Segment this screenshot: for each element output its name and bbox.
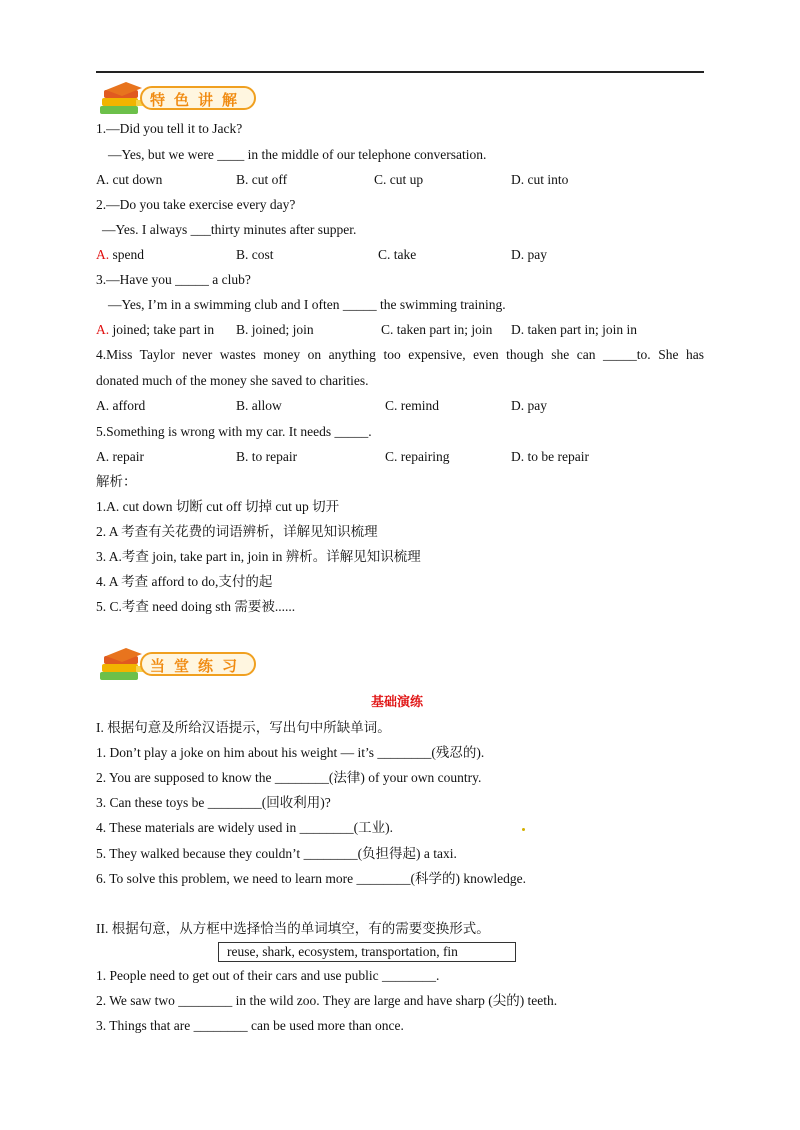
question-stem-continued: donated much of the money she saved to charities. xyxy=(96,373,369,388)
analysis-line: 2. A 考查有关花费的词语辨析，详解见知识梳理 xyxy=(96,524,378,539)
option-c: C. repairing xyxy=(385,449,450,464)
option-d: D. pay xyxy=(511,398,547,413)
word-box xyxy=(218,942,516,962)
stray-dot xyxy=(522,828,525,831)
analysis-line: 3. A.考查 join, take part in, join in 辨析。详解见知识梳理 xyxy=(96,549,421,564)
part-instruction: II. 根据句意，从方框中选择恰当的单词填空，有的需要变换形式。 xyxy=(96,921,490,936)
question-stem: 2.—Do you take exercise every day? xyxy=(96,197,296,212)
option-c: C. cut up xyxy=(374,172,424,187)
option-b: B. cost xyxy=(236,247,274,262)
option-a xyxy=(96,246,144,264)
question-stem: 3.—Have you _____ a club? xyxy=(96,272,251,287)
option-letter-answer: A. xyxy=(96,247,110,262)
option-c: C. taken part in; join xyxy=(381,322,493,337)
option-text: joined; take part in xyxy=(109,322,215,337)
fill-item: 1. People need to get out of their cars and use public ________. xyxy=(96,968,440,983)
question-reply: —Yes, I’m in a swimming club and I often _____ the swimming training. xyxy=(108,297,506,312)
option-d: D. cut into xyxy=(511,172,569,187)
part-instruction: I. 根据句意及所给汉语提示，写出句中所缺单词。 xyxy=(96,720,391,735)
fill-item: 2. You are supposed to know the ________(法律) of your own country. xyxy=(96,770,482,785)
section-title: 当堂练习 xyxy=(150,657,247,675)
option-d: D. to be repair xyxy=(511,449,589,464)
option-text: spend xyxy=(109,247,144,262)
fill-item: 1. Don’t play a joke on him about his weight — it’s ________(残忍的). xyxy=(96,745,485,760)
question-stem: 4.Miss Taylor never wastes money on anything too expensive, even though she can _____to. She has xyxy=(96,347,704,362)
option-b: B. allow xyxy=(236,398,282,413)
section-title: 特色讲解 xyxy=(150,91,247,109)
top-rule xyxy=(96,71,704,73)
option-d: D. taken part in; join in xyxy=(511,322,637,337)
analysis-line: 1.A. cut down 切断 cut off 切掉 cut up 切开 xyxy=(96,499,340,514)
analysis-line: 5. C.考查 need doing sth 需要被...... xyxy=(96,599,296,614)
question-reply: —Yes. I always ___thirty minutes after supper. xyxy=(102,222,357,237)
option-b: B. cut off xyxy=(236,172,288,187)
fill-item: 3. Things that are ________ can be used more than once. xyxy=(96,1018,404,1033)
fill-item: 2. We saw two ________ in the wild zoo. They are large and have sharp (尖的) teeth. xyxy=(96,993,558,1008)
fill-item: 4. These materials are widely used in ________(工业). xyxy=(96,820,394,835)
option-c: C. take xyxy=(378,247,417,262)
section-banner-features xyxy=(96,80,260,120)
option-a: A. afford xyxy=(96,398,146,413)
option-a xyxy=(96,321,214,339)
option-a: A. cut down xyxy=(96,172,163,187)
analysis-title: 解析： xyxy=(96,474,137,489)
question-stem: 1.—Did you tell it to Jack? xyxy=(96,121,243,136)
option-b: B. joined; join xyxy=(236,322,314,337)
fill-item: 6. To solve this problem, we need to learn more ________(科学的) knowledge. xyxy=(96,871,526,886)
option-c: C. remind xyxy=(385,398,439,413)
fill-item: 5. They walked because they couldn’t ________(负担得起) a taxi. xyxy=(96,846,457,861)
word-box-text: reuse, shark, ecosystem, transportation, fin xyxy=(227,944,458,959)
question-stem: 5.Something is wrong with my car. It needs _____. xyxy=(96,424,372,439)
subsection-title: 基础演练 xyxy=(371,695,424,710)
option-letter-answer: A. xyxy=(96,322,110,337)
option-a: A. repair xyxy=(96,449,144,464)
option-b: B. to repair xyxy=(236,449,298,464)
question-reply: —Yes, but we were ____ in the middle of our telephone conversation. xyxy=(108,147,487,162)
section-banner-practice xyxy=(96,646,260,686)
option-d: D. pay xyxy=(511,247,547,262)
analysis-line: 4. A 考查 afford to do,支付的起 xyxy=(96,574,273,589)
fill-item: 3. Can these toys be ________(回收利用)? xyxy=(96,795,331,810)
